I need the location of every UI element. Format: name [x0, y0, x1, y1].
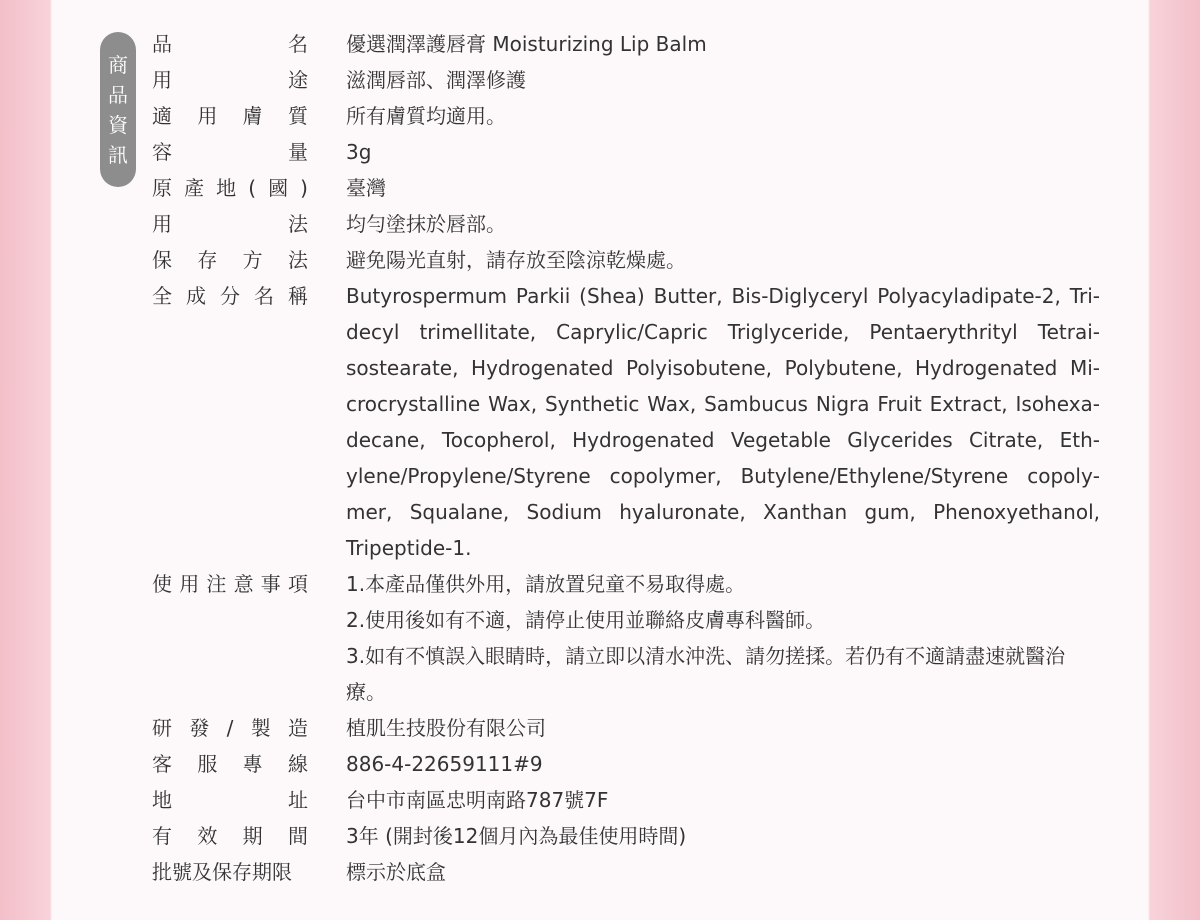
section-tab-char: 商	[108, 52, 128, 77]
field-label: 有 效 期 間	[152, 824, 308, 848]
precaution-item: 2.使用後如有不適，請停止使用並聯絡皮膚專科醫師。	[346, 608, 826, 632]
section-tab-char: 品	[108, 82, 128, 107]
row-product-name	[152, 26, 1102, 62]
row-precautions	[152, 566, 1102, 710]
row-origin	[152, 170, 1102, 206]
row-manufacturer	[152, 710, 1102, 746]
section-tab-char: 訊	[108, 142, 128, 167]
field-label: 用 途	[152, 68, 308, 92]
precaution-item: 1.本產品僅供外用，請放置兒童不易取得處。	[346, 572, 746, 596]
field-label: 批號及保存期限	[152, 860, 292, 884]
row-address	[152, 782, 1102, 818]
row-hotline	[152, 746, 1102, 782]
field-value: 886-4-22659111#9	[346, 752, 543, 776]
product-info-table	[152, 26, 1102, 890]
field-value: 台中市南區忠明南路787號7F	[346, 788, 609, 812]
row-capacity	[152, 134, 1102, 170]
field-label: 用 法	[152, 212, 308, 236]
field-value: 避免陽光直射，請存放至陰涼乾燥處。	[346, 248, 686, 272]
section-tab-char: 資	[108, 112, 128, 137]
field-value: 優選潤澤護唇膏 Moisturizing Lip Balm	[346, 32, 707, 56]
field-value: 標示於底盒	[346, 860, 446, 884]
row-usage	[152, 206, 1102, 242]
field-label: 使 用 注 意 事 項	[152, 572, 308, 596]
row-batch-expiry	[152, 854, 1102, 890]
row-ingredients	[152, 278, 1102, 566]
row-skin-type	[152, 98, 1102, 134]
section-tab-product-info	[100, 32, 136, 187]
field-label: 容 量	[152, 140, 308, 164]
field-value: 均勻塗抹於唇部。	[346, 212, 506, 236]
field-value: 所有膚質均適用。	[346, 104, 506, 128]
field-value: 植肌生技股份有限公司	[346, 716, 546, 740]
precaution-item: 3.如有不慎誤入眼睛時，請立即以清水沖洗、請勿搓揉。若仍有不適請盡速就醫治療。	[346, 644, 1066, 704]
field-label: 全 成 分 名 稱	[152, 284, 308, 308]
field-value: 滋潤唇部、潤澤修護	[346, 68, 526, 92]
field-label: 保 存 方 法	[152, 248, 308, 272]
field-value: 3g	[346, 140, 372, 164]
precautions-list	[346, 566, 1100, 710]
field-value: 3年 (開封後12個月內為最佳使用時間)	[346, 824, 687, 848]
field-label: 原 產 地 ( 國 )	[152, 176, 308, 200]
field-label: 客 服 專 線	[152, 752, 308, 776]
field-label: 地 址	[152, 788, 308, 812]
field-value: 臺灣	[346, 176, 386, 200]
row-shelf-life	[152, 818, 1102, 854]
field-label: 研 發 / 製 造	[152, 716, 308, 740]
ingredients-text: Butyrospermum Parkii (Shea) Butter, Bis-Diglyceryl Polyacyladipate-2, Tridecyl trimellitate, Caprylic/Capric Triglyceride, Pentaerythrityl Tetraisostearate, Hydrogenated Polyisobutene, Polybutene, Hydrogenated Microcrystalline Wax, Synthetic Wax, Sambucus Nigra Fruit Extract, Isohexadecane, Tocopherol, Hydrogenated Vegetable Glycerides Citrate, Ethylene/Propylene/Styrene copolymer, Butylene/Ethylene/Styrene copolymer, Squalane, Sodium hyaluronate, Xanthan gum, Phenoxyethanol, Tripeptide-1.	[346, 284, 1100, 560]
row-storage	[152, 242, 1102, 278]
field-label: 品 名	[152, 32, 308, 56]
field-label: 適 用 膚 質	[152, 104, 308, 128]
row-purpose	[152, 62, 1102, 98]
